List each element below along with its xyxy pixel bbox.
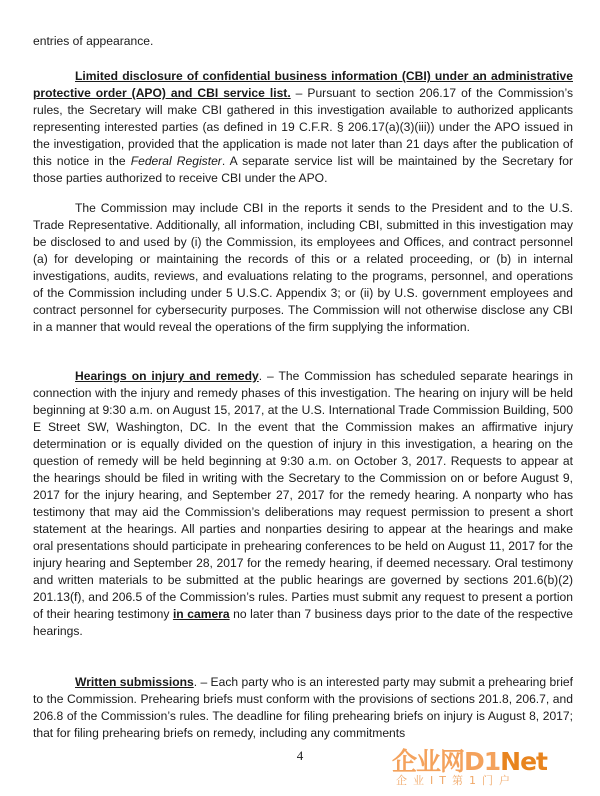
written-heading: Written submissions: [75, 675, 194, 689]
hearings-heading: Hearings on injury and remedy: [75, 369, 259, 383]
hearings-section: [33, 368, 573, 640]
watermark-logo: [392, 742, 592, 788]
watermark-title-prefix: 企业网D1: [392, 747, 501, 776]
written-section: [33, 674, 573, 742]
cbi-body-end: . A separate service list will be maintained by the Secretary for those parties authorized to receive CBI under the APO.: [33, 154, 573, 185]
cbi-body-start: – Pursuant to section 206.17 of the Commission’s rules, the Secretary will make CBI gathered in this investigation available to authorized applicants representing interested parties (as defined in 19 C.F.R. § 206.17(a)(3)(iii)) under the APO issued in the investigation, provided that the application is made not later than 21 days after the publication of this notice in the: [33, 86, 573, 168]
in-camera-term: in camera: [172, 607, 230, 621]
written-body: . – Each party who is an interested party may submit a prehearing brief to the Commission. Prehearing briefs must conform with the provisions of sections 201.8, 206.7, and 206.8 of the Commission’s rules. The deadline for filing prehearing briefs on injury is August 8, 2017; that for filing prehearing briefs on remedy, including any commitments: [33, 675, 573, 740]
hearings-body-start: . – The Commission has scheduled separate hearings in connection with the injury and remedy phases of this investigation. The hearing on injury will be held beginning at 9:30 a.m. on August 15, 2017, at the U.S. International Trade Commission Building, 500 E Street SW, Washington, DC. In the event that the Commission makes an affirmative injury determination or is equally divided on the question of injury in this investigation, a hearing on the question of remedy will be held beginning at 9:30 a.m. on October 3, 2017. Requests to appear at the hearings should be filed in writing with the Secretary to the Commission on or before August 9, 2017 for the injury hearing, and September 27, 2017 for the remedy hearing. A nonparty who has testimony that may aid the Commission’s deliberations may request permission to present a short statement at the hearings. All parties and nonparties desiring to appear at the hearings and make oral presentations should participate in prehearing conferences to be held on August 11, 2017 for the injury hearing and September 28, 2017 for the remedy hearing, if deemed necessary. Oral testimony and written materials to be submitted at the public hearings are governed by sections 201.6(b)(2) 201.13(f), and 206.5 of the Commission’s rules. Parties must submit any request to present a portion of their hearing testimony: [33, 369, 574, 621]
written-paragraph: [33, 674, 573, 742]
hearings-body-end: no later than 7 business days prior to the date of the respective hearings.: [33, 607, 573, 638]
top-line-text: entries of appearance.: [33, 34, 154, 48]
cbi-heading: Limited disclosure of confidential business information (CBI) under an administrative protective order (APO) and CBI service list.: [33, 69, 573, 100]
federal-register-term: Federal Register: [130, 154, 222, 168]
reports-section: [33, 200, 573, 336]
top-line: [33, 33, 573, 50]
hearings-paragraph: [33, 368, 573, 640]
reports-paragraph: The Commission may include CBI in the reports it sends to the President and to the U.S. Trade Representative. Additionally, all information, including CBI, submitted in this investigation may be disclosed to and used by (i) the Commission, its employees and Offices, and contract personnel (a) for developing or maintaining the records of this or a related proceeding, or (b) in internal investigations, audits, reviews, and evaluations relating to the programs, personnel, and operations of the Commission including under 5 U.S.C. Appendix 3; or (ii) by U.S. government employees and contract personnel for cybersecurity purposes. The Commission will not otherwise disclose any CBI in a manner that would reveal the operations of the firm supplying the information.: [33, 201, 573, 334]
page-number: 4: [296, 748, 304, 763]
watermark-subtitle: 企业IT第1门户: [396, 774, 516, 787]
cbi-paragraph: [33, 68, 573, 187]
watermark-title-suffix: Net: [500, 747, 547, 776]
cbi-section: [33, 68, 573, 187]
